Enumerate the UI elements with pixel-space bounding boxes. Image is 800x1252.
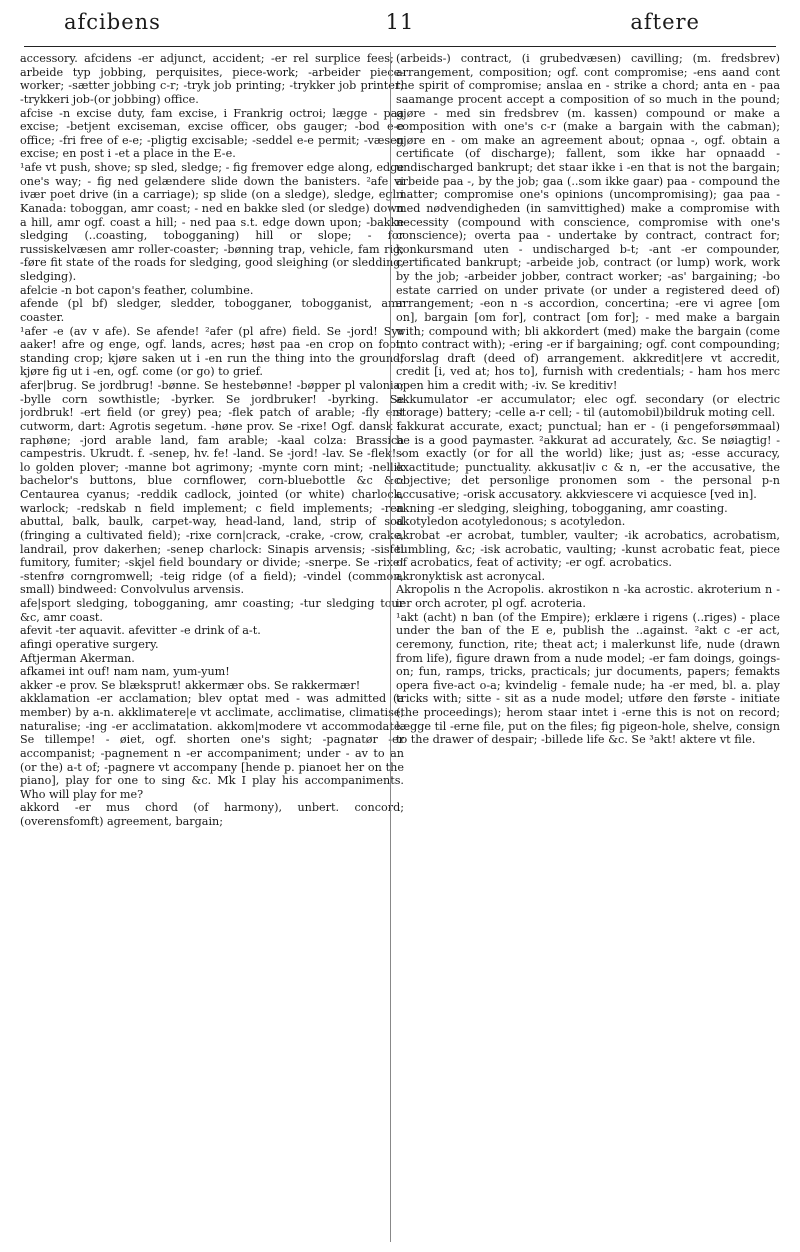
dictionary-entry: afcise -n excise duty, fam excise, i Frankrig octroi; lægge - paa excise; -betjent exciseman, excise officer, obs gauger; -bod e-e office; -fri free of e-e; -pligtig excisable; -seddel e-e permit; -væsen excise; en post i -et a place in the E-e. (20, 106, 404, 161)
dictionary-entry: akotyledon acotyledonous; s acotyledon. (396, 515, 626, 529)
dictionary-entry: afelcie -n bot capon's feather, columbine. (20, 283, 254, 297)
dictionary-entry: ¹afer -e (av v afe). Se afende! ²afer (pl afre) field. Se -jord! Syv aaker! afre og enge, ogf. lands, acres; høst paa -en crop on foot, standing crop; kjøre saken ut i -en run the thing into the ground; kjøre fig ut i -en, ogf. come (or go) to grief. (20, 324, 404, 379)
dictionary-entry: accessory. afcidens -er adjunct, accident; -er rel surplice fees; -arbeide typ jobbing, perquisites, piece-work; -arbeider piece-worker; -sætter jobbing c-r; -tryk job printing; -trykker job printer; -trykkeri job-(or jobbing) office. (20, 52, 404, 106)
dictionary-entry: akker -e prov. Se blæksprut! akkermær obs. Se rakkermær! (20, 678, 361, 692)
dictionary-entry: afkamei int ouf! nam nam, yum-yum! (20, 665, 230, 679)
dictionary-entry: Akropolis n the Acropolis. akrostikon n -ka acrostic. akroterium n -ier orch acroter, pl ogf. acroteria. (396, 583, 780, 610)
dictionary-entry: akkumulator -er accumulator; elec ogf. secondary (or electric storage) battery; -celle a-r cell; - til (automobil)bildruk moting cell. (396, 392, 780, 420)
dictionary-entry: afevit -ter aquavit. afevitter -e drink of a-t. (20, 624, 261, 638)
guide-word-left: afcibens (64, 10, 161, 34)
dictionary-entry: akronyktisk ast acronycal. (396, 569, 546, 583)
right-column (396, 52, 780, 1242)
dictionary-entry: Aftjerman Akerman. (20, 651, 135, 665)
guide-word-right: aftere (630, 10, 700, 34)
dictionary-entry: afe|sport sledging, tobogganing, amr coasting; -tur sledging tour &c, amr coast. (20, 597, 404, 624)
dictionary-entry: afende (pl bf) sledger, sledder, tobogganer, tobogganist, amr coaster. (20, 297, 404, 324)
dictionary-entry: afingi operative surgery. (20, 637, 159, 651)
dictionary-entry: akning -er sledging, sleighing, tobogganing, amr coasting. (396, 501, 728, 515)
dictionary-entry: afer|brug. Se jordbrug! -bønne. Se hestebønne! -bøpper pl valonia; -bylle corn sowthistle; -byrker. Se jordbruker! -byrking. Se jordbruk! -ert field (or grey) pea; -flek patch of arable; -fly ent cutworm, dart: Agrotis segetum. -høne prov. Se -rixe! Ogf. dansk f. raphøne; -jord arable land, fam arable; -kaal colza: Brassica campestris. Ukrudt. f. -senep, hv. fe! -land. Se -jord! -lav. Se -flek! -lo golden plover; -manne bot agrimony; -mynte corn mint; -nellik bachelor's buttons, blue cornflower, corn-bluebottle &c &c: Centaurea cyanus; -reddik cadlock, jointed (or white) charlock, warlock; -redskab n field implement; c field implements; -ren abuttal, balk, baulk, carpet-way, head-land, land, strip of sod (fringing a cultivated field); -rixe corn|crack, -crake, -crow, crake, landrail, prov dakerhen; -senep charlock: Sinapis arvensis; -sisfel fumitory, fumiter; -skjel field boundary or divide; -snerpe. Se -rixe! -stenfrø corngromwell; -teig ridge (of a field); -vindel (common, small) bindweed: Convolvulus arvensis. (20, 379, 404, 597)
page-number: 11 (385, 10, 415, 34)
left-column (20, 52, 404, 1242)
dictionary-entry: ¹akkurat accurate, exact; punctual; han er - (i pengeforsømmaal) he is a good paymaster. ²akkurat ad accurately, &c. Se nøiagtig! - som exactly (or for all the world) like; just as; -esse accuracy, exactitude; punctuality. akkusat|iv c & n, -er the accusative, the objective; det personlige pronomen som - the personal p-n accusative; -orisk accusatory. akkviescere vi acquiesce [ved in]. (396, 419, 780, 501)
dictionary-entry: ¹akt (acht) n ban (of the Empire); erklære i rigens (..riges) - place under the ban of the E e, publish the ..against. ²akt c -er act, ceremony, function, rite; theat act; i malerkunst life, nude (drawn from life), figure drawn from a nude model; -er fam doings, goings-on; fun, ramps, tricks, practicals; jur documents, papers; femakts opera five-act o-a; kvindelig - female nude; ha -er med, bl. a. play tricks with; sitte - sit as a nude model; utføre den første - initiate (the proceedings); herom staar intet i -erne this is not on record; lægge til -erne file, put on the files; fig pigeon-hole, shelve, consign to the drawer of despair; -billede life &c. Se ³akt! aktere vt file. (396, 610, 780, 747)
dictionary-entry: ¹afe vt push, shove; sp sled, sledge; - fig fremover edge along, edge one's way; - fig ned gelændere slide down the banisters. ²afe vi ivær poet drive (in a carriage); sp slide (on a sledge), sledge, egl i Kanada: toboggan, amr coast; - ned en bakke sled (or sledge) down a hill, amr ogf. coast a hill; - ned paa s.t. edge down upon; -bakke sledging (..coasting, tobogganing) hill or slope; - for russiskelvæsen amr roller-coaster; -bønning trap, vehicle, fam rig; -føre fit state of the roads for sledging, good sleighing (or sledding, sledging). (20, 161, 404, 283)
page-header (0, 0, 800, 52)
header-rule (24, 46, 776, 47)
dictionary-entry: akklamation -er acclamation; blev optat med - was admitted (a member) by a-n. akklimatere|e vt acclimate, acclimatise, climatise, naturalise; -ing -er acclimatation. akkom|modere vt accommodate. Se tillempe! - øiet, ogf. shorten one's sight; -pagnatør -er accompanist; -pagnement n -er accompaniment; under - av to an (or the) a-t of; -pagnere vt accompany [hende p. pianoet her on the piano], play for one to sing &c. Mk I play his accompaniments. Who will play for me? (20, 692, 404, 801)
dictionary-entry: akkord -er mus chord (of harmony), unbert. concord; (overensfomft) agreement, bargain; (20, 801, 404, 828)
column-divider (390, 52, 391, 1242)
dictionary-entry: akrobat -er acrobat, tumbler, vaulter; -ik acrobatics, acrobatism, tumbling, &c; -isk acrobatic, vaulting; -kunst acrobatic feat, piece of acrobatics, feat of activity; -er ogf. acrobatics. (396, 528, 780, 570)
dictionary-entry: (arbeids-) contract, (i grubedvæsen) cavilling; (m. fredsbrev) arrangement, composition; ogf. cont compromise; -ens aand cont the spirit of compromise; anslaa en - strike a chord; anta en - paa saamange procent accept a composition of so much in the pound; gjøre - med sin fredsbrev (m. kassen) compound or make a composition with one's c-r (make a bargain with the cabman); gjøre en - om make an agreement about; opnaa -, ogf. obtain a certificate (of discharge); fallent, som ikke har opnaadd - undischarged bankrupt; det staar ikke i -en that is not the bargain; arbeide paa -, by the job; gaa (..som ikke gaar) paa - compound the matter; compromise one's opinions (uncompromising); gaa paa - med nødvendigheden (in samvittighed) make a compromise with necessity (compound with conscience, compromise with one's conscience); overta paa - undertake by contract, contract for; konkursmand uten - undischarged b-t; -ant -er compounder, certificated bankrupt; -arbeide job, contract (or lump) work, work by the job; -arbeider jobber, contract worker; -as' bargaining; -bo estate carried on under private (or under a registered deed of) arrangement; -eon n -s accordion, concertina; -ere vi agree [om on], bargain [om for], contract [om for]; - med make a bargain with; compound with; bli akkordert (med) make the bargain (come into contract with); -ering -er if bargaining; ogf. cont compounding; -forslag draft (deed of) arrangement. akkredit|ere vt accredit, credit [i, ved at; hos to], furnish with credentials; - ham hos merc open him a credit with; -iv. Se kreditiv! (396, 52, 780, 392)
